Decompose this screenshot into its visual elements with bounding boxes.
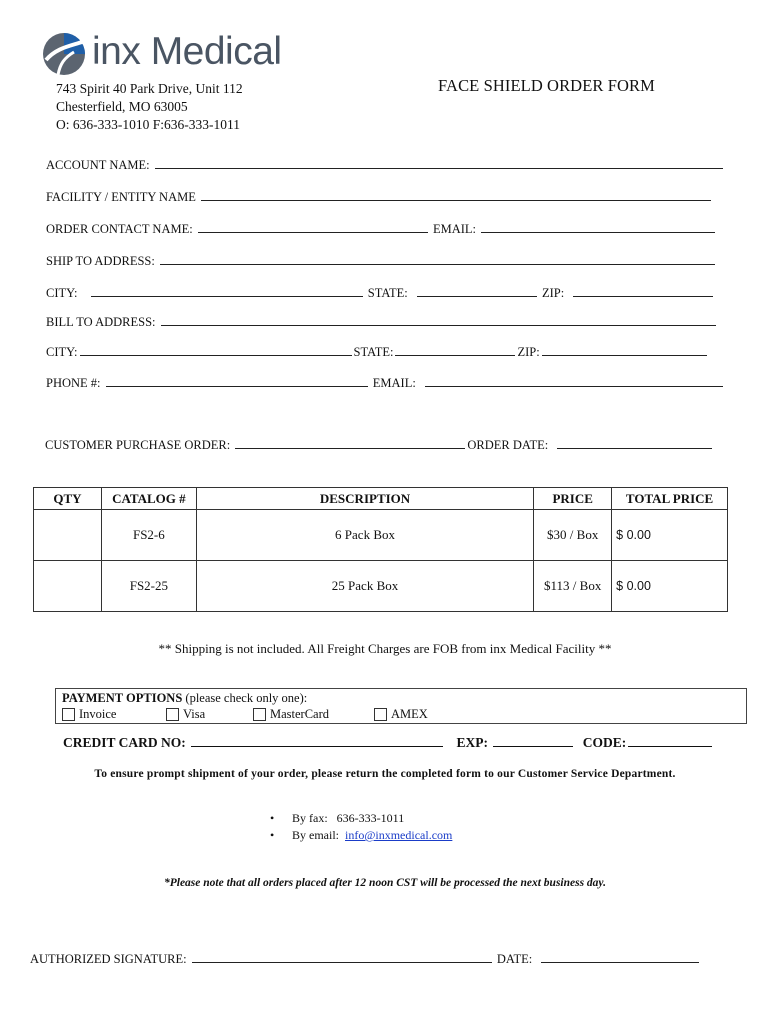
phone-label: PHONE #: (46, 376, 101, 390)
order-contact-label: ORDER CONTACT NAME: (46, 222, 193, 236)
payment-subtitle: (please check only one): (185, 691, 308, 705)
header-catalog: CATALOG # (101, 488, 196, 510)
bill-to-label: BILL TO ADDRESS: (46, 315, 156, 329)
table-header-row (34, 488, 728, 510)
catalog-cell: FS2-25 (101, 561, 196, 612)
qty-cell[interactable] (34, 561, 102, 612)
amex-label: AMEX (391, 707, 428, 721)
email2-label: EMAIL: (372, 376, 416, 390)
city2-input[interactable] (80, 345, 352, 356)
cc-input[interactable] (191, 736, 443, 747)
state2-label: STATE: (353, 345, 394, 359)
logo-mark-icon (40, 30, 88, 78)
mastercard-label: MasterCard (270, 707, 330, 721)
signature-input[interactable] (192, 952, 492, 963)
shipping-note: ** Shipping is not included. All Freight Charges are FOB from inx Medical Facility ** (158, 641, 612, 656)
account-name-input[interactable] (155, 158, 723, 169)
signature-label: AUTHORIZED SIGNATURE: (30, 952, 187, 966)
ship-to-label: SHIP TO ADDRESS: (46, 254, 155, 268)
city-label: CITY: (46, 286, 78, 300)
address-line1: 743 Spirit 40 Park Drive, Unit 112 (56, 81, 243, 96)
header-total-price: TOTAL PRICE (612, 488, 728, 510)
price-cell: $113 / Box (534, 561, 612, 612)
amex-checkbox[interactable] (374, 708, 387, 721)
bill-city-row (46, 345, 709, 360)
price-cell: $30 / Box (534, 510, 612, 561)
code-input[interactable] (628, 736, 712, 747)
po-input[interactable] (235, 438, 465, 449)
qty-cell[interactable] (34, 510, 102, 561)
fax-value: 636-333-1011 (336, 811, 405, 825)
contact-list (270, 810, 452, 844)
phone-input[interactable] (106, 376, 368, 387)
facility-label: FACILITY / ENTITY NAME (46, 190, 196, 204)
email2-input[interactable] (425, 376, 723, 387)
phone-row (46, 376, 725, 391)
facility-input[interactable] (201, 190, 711, 201)
table-row (34, 510, 728, 561)
payment-option-mastercard[interactable] (253, 707, 329, 722)
state-input[interactable] (417, 286, 537, 297)
company-address (56, 80, 243, 134)
city2-label: CITY: (46, 345, 78, 359)
zip2-label: ZIP: (517, 345, 540, 359)
credit-card-row (63, 735, 714, 751)
return-instruction: To ensure prompt shipment of your order, please return the completed form to our Customer Service Department. (94, 768, 676, 780)
state-label: STATE: (367, 286, 408, 300)
date-label: DATE: (496, 952, 533, 966)
payment-option-invoice[interactable] (62, 707, 116, 722)
company-name: inx Medical (92, 30, 282, 73)
payment-title: PAYMENT OPTIONS (62, 691, 183, 705)
exp-label: EXP: (456, 735, 489, 750)
total-price-cell: $ 0.00 (612, 561, 728, 612)
email-input[interactable] (481, 222, 715, 233)
total-price-cell: $ 0.00 (612, 510, 728, 561)
order-date-label: ORDER DATE: (467, 438, 549, 452)
mastercard-checkbox[interactable] (253, 708, 266, 721)
date-input[interactable] (541, 952, 699, 963)
exp-input[interactable] (493, 736, 573, 747)
payment-options-box (55, 688, 747, 724)
zip-input[interactable] (573, 286, 713, 297)
description-cell: 6 Pack Box (196, 510, 533, 561)
email-label-contact: By email: (292, 828, 339, 842)
payment-title-row (62, 691, 307, 706)
order-table (33, 487, 728, 612)
list-item (270, 827, 452, 844)
header-price: PRICE (534, 488, 612, 510)
invoice-checkbox[interactable] (62, 708, 75, 721)
city-input[interactable] (91, 286, 363, 297)
bill-to-row (46, 315, 718, 330)
address-line2: Chesterfield, MO 63005 (56, 99, 188, 114)
email-link[interactable]: info@inxmedical.com (345, 828, 453, 842)
bullet-icon: • (270, 828, 275, 842)
code-label: CODE: (582, 735, 627, 750)
processing-note: *Please note that all orders placed after 12 noon CST will be processed the next business day. (163, 877, 606, 889)
list-item (270, 810, 452, 827)
state2-input[interactable] (395, 345, 515, 356)
header-qty: QTY (34, 488, 102, 510)
order-contact-row (46, 222, 717, 237)
signature-row (30, 952, 701, 967)
header-description: DESCRIPTION (196, 488, 533, 510)
phone-fax: O: 636-333-1010 F:636-333-1011 (56, 117, 240, 132)
po-label: CUSTOMER PURCHASE ORDER: (45, 438, 231, 452)
order-date-input[interactable] (557, 438, 712, 449)
table-row (34, 561, 728, 612)
po-row (45, 438, 714, 453)
fax-label: By fax: (292, 811, 328, 825)
payment-option-visa[interactable] (166, 707, 205, 722)
ship-to-row (46, 254, 717, 269)
catalog-cell: FS2-6 (101, 510, 196, 561)
invoice-label: Invoice (79, 707, 117, 721)
bullet-icon: • (270, 811, 275, 825)
visa-label: Visa (183, 707, 206, 721)
zip2-input[interactable] (542, 345, 707, 356)
description-cell: 25 Pack Box (196, 561, 533, 612)
facility-row (46, 190, 713, 205)
account-name-label: ACCOUNT NAME: (46, 158, 150, 172)
bill-to-input[interactable] (161, 315, 716, 326)
cc-label: CREDIT CARD NO: (63, 735, 186, 750)
company-logo (40, 30, 282, 80)
visa-checkbox[interactable] (166, 708, 179, 721)
payment-option-amex[interactable] (374, 707, 428, 722)
ship-to-input[interactable] (160, 254, 715, 265)
account-name-row (46, 158, 725, 173)
order-contact-input[interactable] (198, 222, 428, 233)
form-title: FACE SHIELD ORDER FORM (438, 76, 655, 95)
zip-label: ZIP: (541, 286, 565, 300)
ship-city-row (46, 286, 715, 301)
email-label: EMAIL: (432, 222, 477, 236)
